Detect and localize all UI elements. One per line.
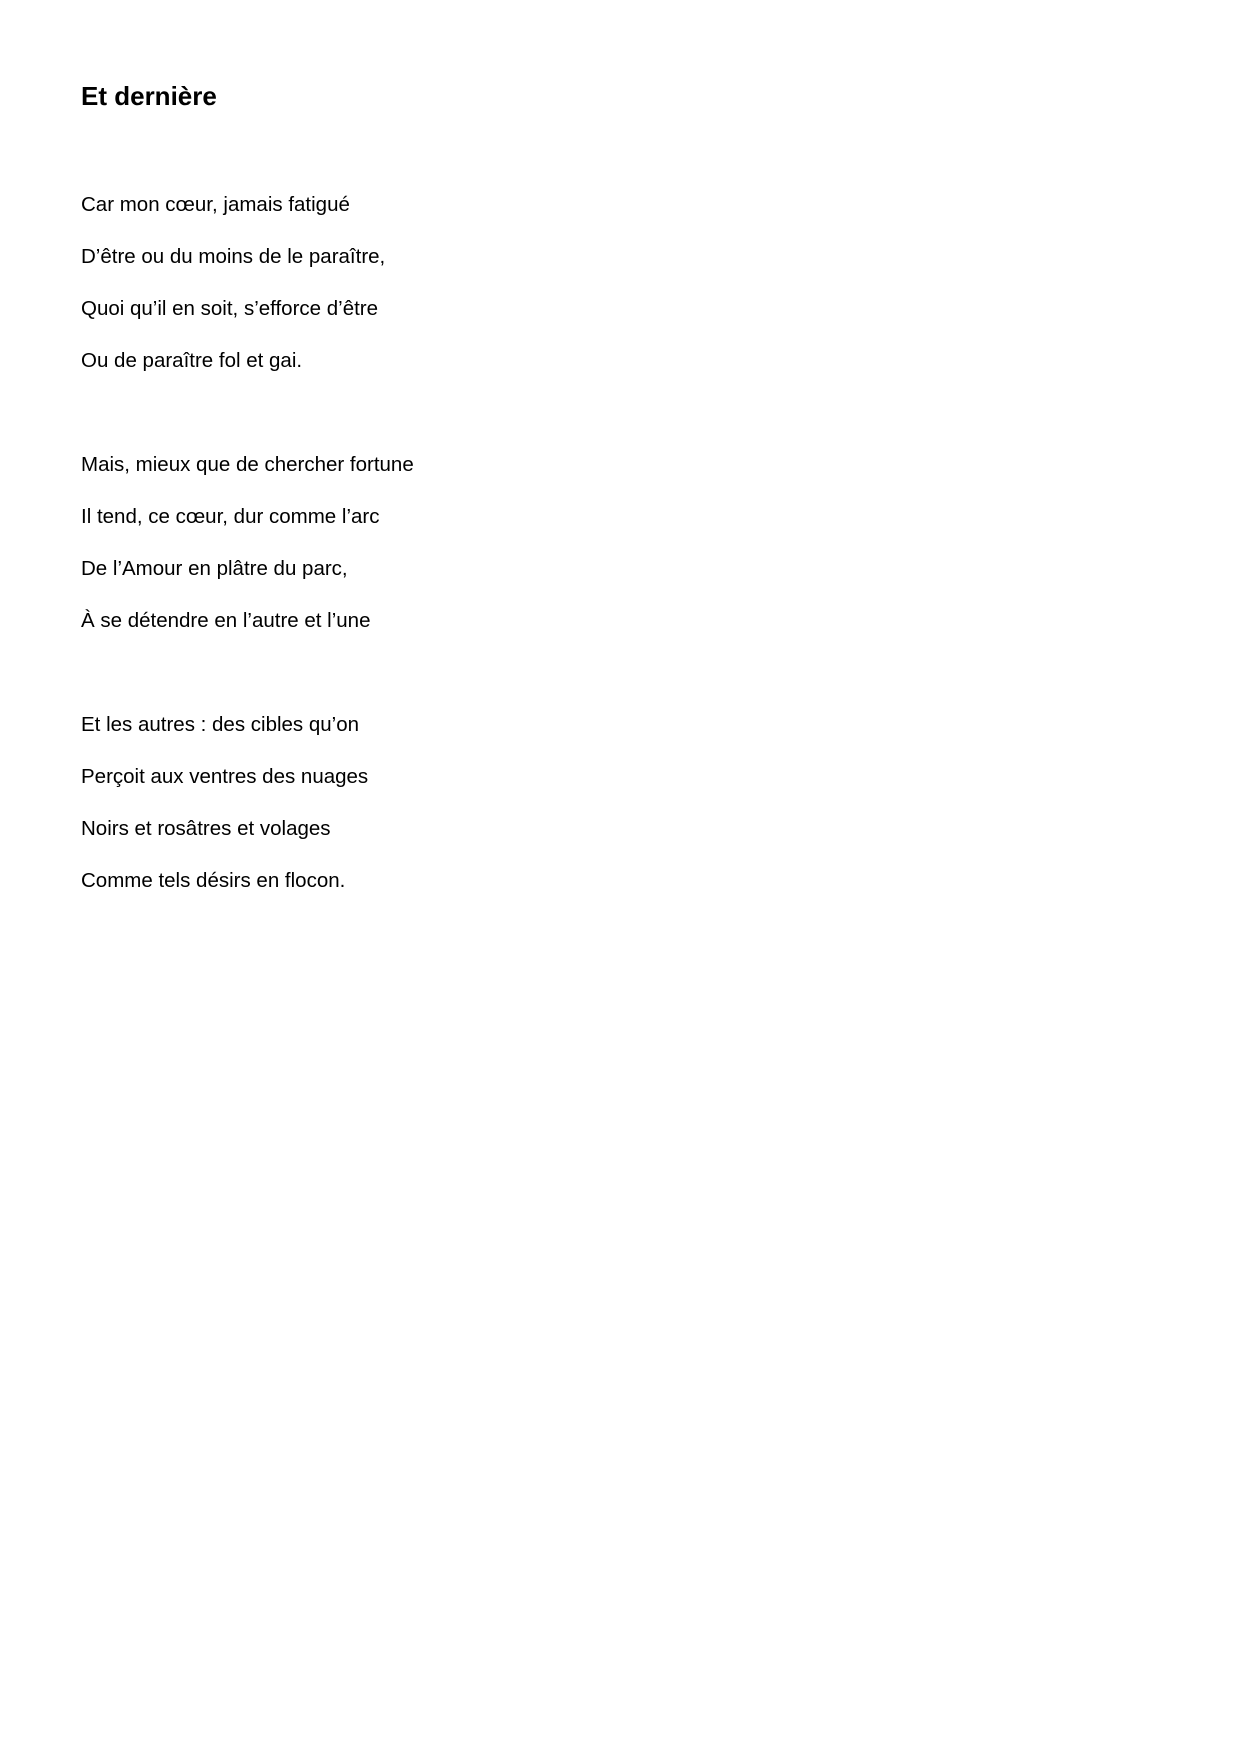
verse-line: À se détendre en l’autre et l’une bbox=[81, 609, 371, 632]
stanza-2 bbox=[81, 450, 414, 658]
poem-title: Et dernière bbox=[81, 81, 217, 111]
verse-line: D’être ou du moins de le paraître, bbox=[81, 245, 386, 268]
stanza-3 bbox=[81, 710, 368, 918]
stanza-1 bbox=[81, 190, 385, 398]
verse-line: Comme tels désirs en flocon. bbox=[81, 869, 346, 892]
verse-line: Perçoit aux ventres des nuages bbox=[81, 765, 369, 788]
verse-line: Il tend, ce cœur, dur comme l’arc bbox=[81, 505, 380, 528]
verse-line: Car mon cœur, jamais fatigué bbox=[81, 193, 350, 216]
verse-line: Noirs et rosâtres et volages bbox=[81, 817, 331, 840]
verse-line: Et les autres : des cibles qu’on bbox=[81, 713, 360, 736]
verse-line: Mais, mieux que de chercher fortune bbox=[81, 453, 414, 476]
verse-line: Ou de paraître fol et gai. bbox=[81, 349, 303, 372]
verse-line: De l’Amour en plâtre du parc, bbox=[81, 557, 348, 580]
verse-line: Quoi qu’il en soit, s’efforce d’être bbox=[81, 297, 379, 320]
